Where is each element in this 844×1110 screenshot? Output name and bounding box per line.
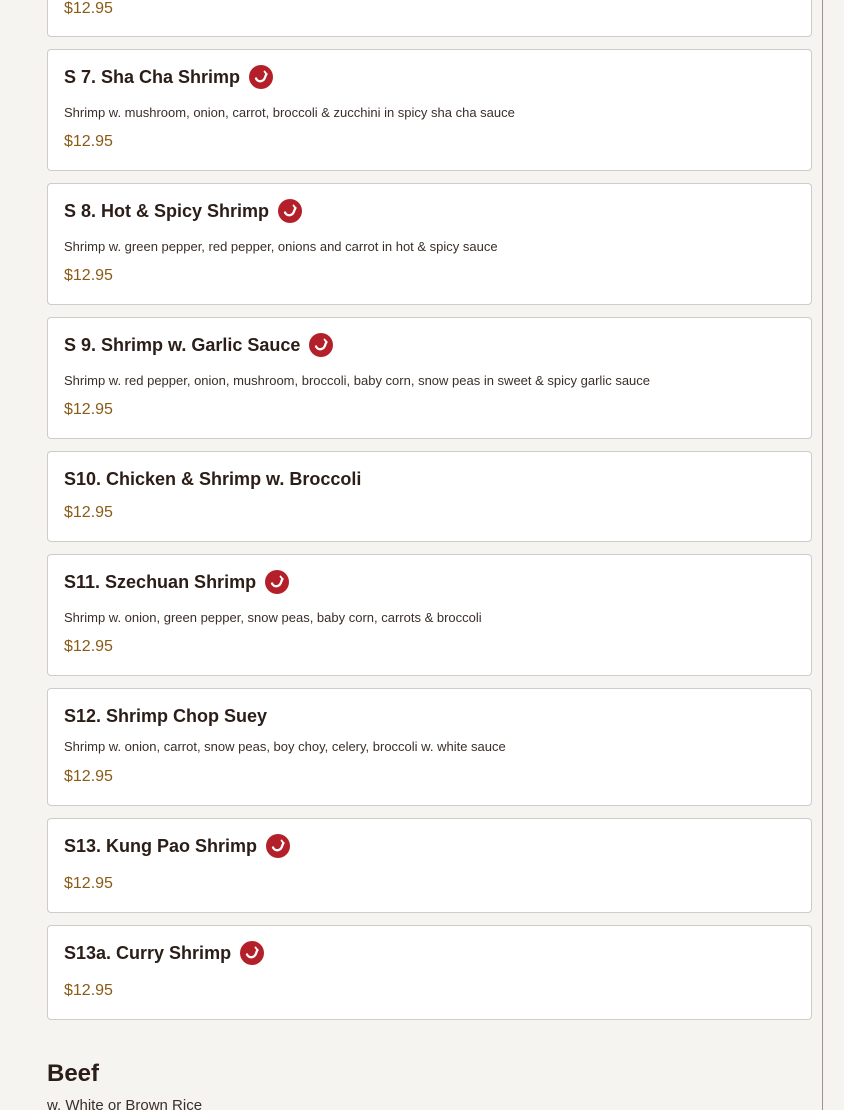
- item-description: Shrimp w. red pepper, onion, mushroom, broccoli, baby corn, snow peas in sweet & spicy garlic sauce: [64, 373, 651, 388]
- menu-item-card[interactable]: [47, 451, 812, 542]
- chili-pepper-icon: [249, 65, 273, 89]
- menu-item-card[interactable]: [47, 925, 812, 1020]
- item-price: $12.95: [64, 0, 113, 17]
- item-title-row: [64, 570, 289, 594]
- item-title: S 9. Shrimp w. Garlic Sauce: [64, 334, 301, 355]
- section-subtitle: w. White or Brown Rice: [47, 1097, 203, 1110]
- chili-pepper-icon: [309, 333, 333, 357]
- item-description: Shrimp w. mushroom, onion, carrot, broccoli & zucchini in spicy sha cha sauce: [64, 105, 515, 120]
- item-title: S10. Chicken & Shrimp w. Broccoli: [64, 468, 362, 489]
- item-title: S 8. Hot & Spicy Shrimp: [64, 200, 270, 221]
- section-title: Beef: [47, 1060, 100, 1087]
- item-description: Shrimp w. onion, green pepper, snow peas, baby corn, carrots & broccoli: [64, 610, 482, 625]
- item-title-row: [64, 65, 273, 89]
- item-description: Shrimp w. green pepper, red pepper, onions and carrot in hot & spicy sauce: [64, 239, 498, 254]
- item-price: $12.95: [64, 638, 113, 655]
- menu-item-card[interactable]: [47, 554, 812, 676]
- item-title: S11. Szechuan Shrimp: [64, 571, 257, 592]
- item-title: S 7. Sha Cha Shrimp: [64, 66, 241, 87]
- item-title-row: [64, 199, 302, 223]
- item-price: $12.95: [64, 875, 113, 892]
- item-price: $12.95: [64, 267, 113, 284]
- menu-item-card[interactable]: [47, 818, 812, 913]
- item-price: $12.95: [64, 504, 113, 521]
- item-title: S13a. Curry Shrimp: [64, 942, 232, 963]
- chili-pepper-icon: [266, 834, 290, 858]
- menu-item-card[interactable]: [47, 49, 812, 171]
- item-title-row: [64, 333, 333, 357]
- shrimp-menu-list: [47, 0, 812, 1032]
- item-title-row: [64, 834, 290, 858]
- item-title-row: [64, 704, 267, 728]
- chili-pepper-icon: [265, 570, 289, 594]
- page-edge-divider: [822, 0, 823, 1110]
- menu-item-card[interactable]: [47, 0, 812, 37]
- item-price: $12.95: [64, 768, 113, 785]
- item-title-row: [64, 941, 264, 965]
- item-title: S13. Kung Pao Shrimp: [64, 835, 258, 856]
- item-price: $12.95: [64, 401, 113, 418]
- item-description: Shrimp w. onion, carrot, snow peas, boy choy, celery, broccoli w. white sauce: [64, 739, 506, 754]
- menu-item-card[interactable]: [47, 183, 812, 305]
- menu-item-card[interactable]: [47, 688, 812, 806]
- menu-item-card[interactable]: [47, 317, 812, 439]
- item-price: $12.95: [64, 982, 113, 999]
- item-title-row: [64, 467, 361, 491]
- item-title: S12. Shrimp Chop Suey: [64, 705, 268, 726]
- chili-pepper-icon: [240, 941, 264, 965]
- item-price: $12.95: [64, 133, 113, 150]
- chili-pepper-icon: [278, 199, 302, 223]
